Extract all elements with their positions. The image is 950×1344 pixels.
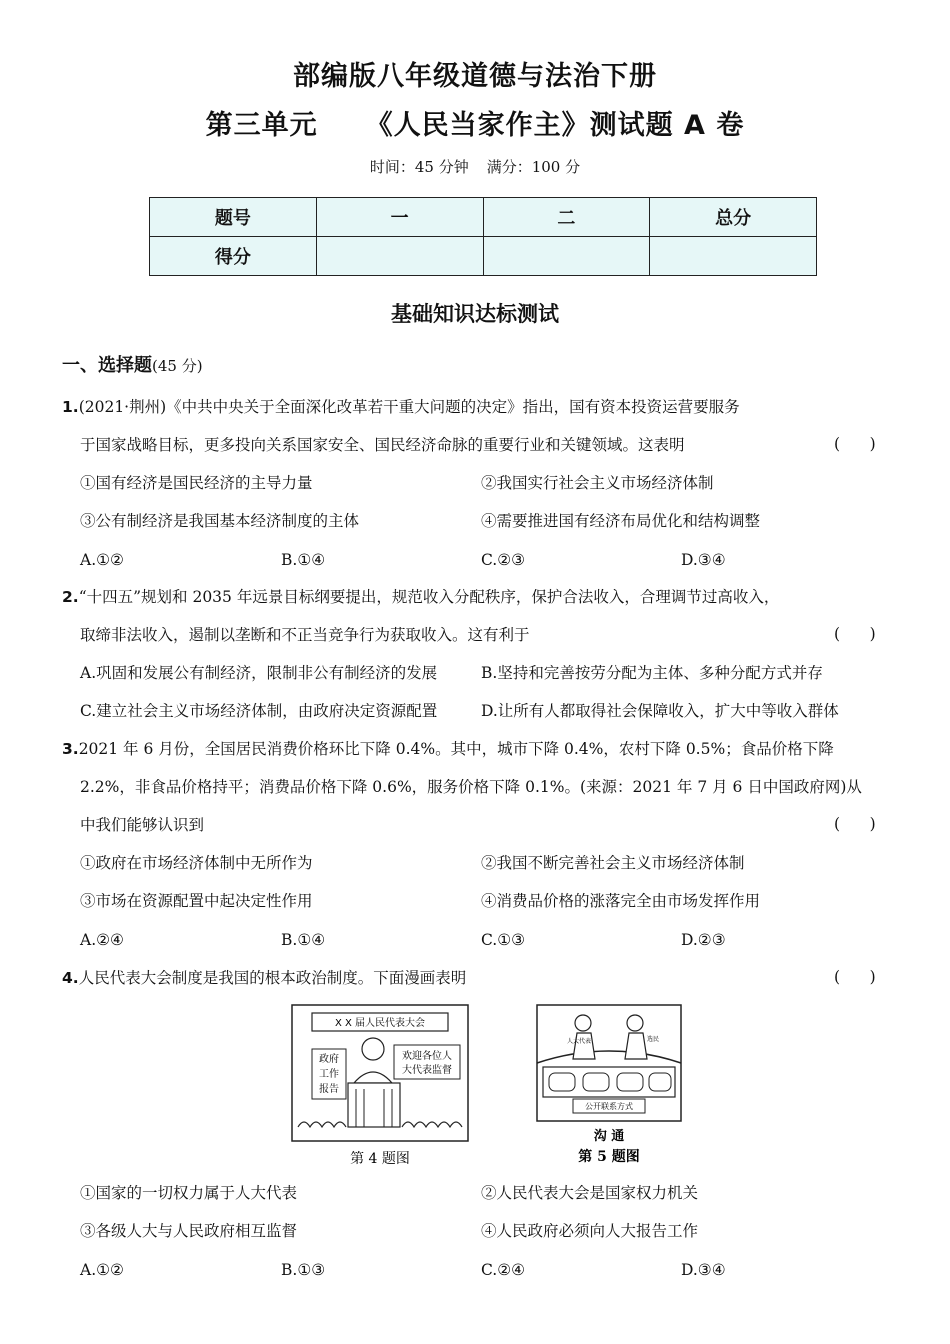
report-board-line: 报告 xyxy=(319,1084,339,1095)
question-number: 4. xyxy=(62,969,79,987)
bridge-window xyxy=(549,1073,575,1091)
question-1-line-1 xyxy=(62,397,740,417)
unit-label: 第三单元 xyxy=(205,110,318,141)
question-3-choice-c[interactable]: C.①③ xyxy=(481,931,526,949)
official-head xyxy=(362,1038,384,1060)
question-4-option-4: ④人民政府必须向人大报告工作 xyxy=(481,1222,699,1240)
question-text: “十四五”规划和 2035 年远景目标纲要提出，规范收入分配秩序，保护合法收入，合理调节过高收入， xyxy=(78,588,780,606)
exam-time: 时间：45 分钟 xyxy=(369,158,469,176)
score-input-cell[interactable] xyxy=(316,237,483,276)
question-2-choice-b[interactable]: B.坚持和完善按劳分配为主体、多种分配方式并存 xyxy=(481,664,823,682)
score-table xyxy=(149,197,817,276)
exam-meta xyxy=(0,156,950,177)
answer-parenthesis[interactable]: ( ) xyxy=(834,435,876,453)
bridge-window xyxy=(583,1073,609,1091)
score-table-header-row xyxy=(150,198,817,237)
score-cell: 一 xyxy=(316,198,483,237)
question-1-option-3: ③公有制经济是我国基本经济制度的主体 xyxy=(80,512,360,530)
cartoon-q4-figure xyxy=(290,1003,470,1173)
part-points: (45 分) xyxy=(152,357,203,375)
score-table-score-row xyxy=(150,237,817,276)
question-2-choice-d[interactable]: D.让所有人都取得社会保障收入，扩大中等收入群体 xyxy=(481,702,839,720)
voter-body xyxy=(625,1033,647,1059)
question-2-choice-c[interactable]: C.建立社会主义市场经济体制，由政府决定资源配置 xyxy=(80,702,438,720)
question-1-choice-d[interactable]: D.③④ xyxy=(681,551,726,569)
question-number: 1. xyxy=(62,398,79,416)
deputy-body xyxy=(573,1033,595,1059)
question-4-choice-c[interactable]: C.②④ xyxy=(481,1261,526,1279)
question-3-option-2: ②我国不断完善社会主义市场经济体制 xyxy=(481,854,745,872)
question-1-option-4: ④需要推进国有经济布局优化和结构调整 xyxy=(481,512,761,530)
document-title: 部编版八年级道德与法治下册 xyxy=(293,61,657,92)
cartoon-title: 沟 通 xyxy=(593,1129,625,1144)
question-1-option-1: ①国有经济是国民经济的主导力量 xyxy=(80,474,313,492)
question-3-choice-b[interactable]: B.①④ xyxy=(281,931,326,949)
part-title xyxy=(62,351,203,377)
score-cell: 总分 xyxy=(650,198,817,237)
deputy-head xyxy=(575,1015,591,1031)
answer-parenthesis[interactable]: ( ) xyxy=(834,625,876,643)
welcome-board-line: 大代表监督 xyxy=(402,1065,452,1076)
welcome-board-line: 欢迎各位人 xyxy=(402,1051,452,1062)
question-3-choice-a[interactable]: A.②④ xyxy=(80,931,124,949)
cartoon-banner-text: X X 届人民代表大会 xyxy=(334,1018,426,1029)
score-cell: 二 xyxy=(483,198,650,237)
report-board-line: 政府 xyxy=(319,1054,339,1065)
score-input-cell[interactable] xyxy=(650,237,817,276)
question-2-line-2: 取缔非法收入，遏制以垄断和不正当竞争行为获取收入。这有利于 xyxy=(80,626,530,644)
question-1-option-2: ②我国实行社会主义市场经济体制 xyxy=(481,474,714,492)
unit-subtitle: 《人民当家作主》测试题 A 卷 xyxy=(365,110,745,141)
question-4-line-1 xyxy=(62,968,466,988)
part-title-text: 一、选择题 xyxy=(62,355,152,376)
question-2-choice-a[interactable]: A.巩固和发展公有制经济，限制非公有制经济的发展 xyxy=(80,664,438,682)
question-number: 3. xyxy=(62,740,79,758)
bridge-window xyxy=(649,1073,671,1091)
score-cell: 题号 xyxy=(150,198,317,237)
question-4-choice-b[interactable]: B.①③ xyxy=(281,1261,326,1279)
section-title: 基础知识达标测试 xyxy=(391,302,559,326)
voter-head xyxy=(627,1015,643,1031)
answer-parenthesis[interactable]: ( ) xyxy=(834,815,876,833)
exam-full-score: 满分：100 分 xyxy=(486,158,581,176)
question-4-option-1: ①国家的一切权力属于人大代表 xyxy=(80,1184,298,1202)
question-3-option-4: ④消费品价格的涨落完全由市场发挥作用 xyxy=(481,892,761,910)
question-2-line-1 xyxy=(62,587,779,607)
question-1-line-2: 于国家战略目标，更多投向关系国家安全、国民经济命脉的重要行业和关键领域。这表明 xyxy=(80,436,685,454)
question-text: 2021 年 6 月份，全国居民消费价格环比下降 0.4%。其中，城市下降 0.4%，农村下降 0.5%；食品价格下降 xyxy=(78,740,834,758)
question-number: 2. xyxy=(62,588,79,606)
question-1-choice-a[interactable]: A.①② xyxy=(80,551,124,569)
cartoon-caption: 第 4 题图 xyxy=(350,1151,410,1167)
cartoon-q5-figure xyxy=(535,1003,685,1173)
score-input-cell[interactable] xyxy=(483,237,650,276)
question-4-choice-d[interactable]: D.③④ xyxy=(681,1261,726,1279)
cartoon-caption: 第 5 题图 xyxy=(578,1149,640,1165)
question-3-option-1: ①政府在市场经济体制中无所作为 xyxy=(80,854,313,872)
deputy-tag: 人大代表 xyxy=(567,1038,592,1045)
answer-parenthesis[interactable]: ( ) xyxy=(834,968,876,986)
question-3-line-2: 2.2%，非食品价格持平；消费品价格下降 0.6%，服务价格下降 0.1%。(来源：2021 年 7 月 6 日中国政府网)从 xyxy=(80,778,862,796)
question-4-option-2: ②人民代表大会是国家权力机关 xyxy=(481,1184,699,1202)
question-3-choice-d[interactable]: D.②③ xyxy=(681,931,726,949)
question-text: 人民代表大会制度是我国的根本政治制度。下面漫画表明 xyxy=(78,969,467,987)
question-text: (2021·荆州)《中共中央关于全面深化改革若干重大问题的决定》指出，国有资本投资运营要服务 xyxy=(78,398,740,416)
question-3-option-3: ③市场在资源配置中起决定性作用 xyxy=(80,892,313,910)
question-1-choice-c[interactable]: C.②③ xyxy=(481,551,526,569)
report-board-line: 工作 xyxy=(319,1069,339,1080)
question-4-option-3: ③各级人大与人民政府相互监督 xyxy=(80,1222,298,1240)
unit-title xyxy=(0,103,950,142)
voter-tag: 选民 xyxy=(647,1036,660,1043)
score-cell: 得分 xyxy=(150,237,317,276)
bridge-window xyxy=(617,1073,643,1091)
question-3-line-1 xyxy=(62,739,834,759)
contact-sign-text: 公开联系方式 xyxy=(585,1102,633,1111)
question-3-line-3: 中我们能够认识到 xyxy=(80,816,205,834)
question-1-choice-b[interactable]: B.①④ xyxy=(281,551,326,569)
question-4-choice-a[interactable]: A.①② xyxy=(80,1261,124,1279)
